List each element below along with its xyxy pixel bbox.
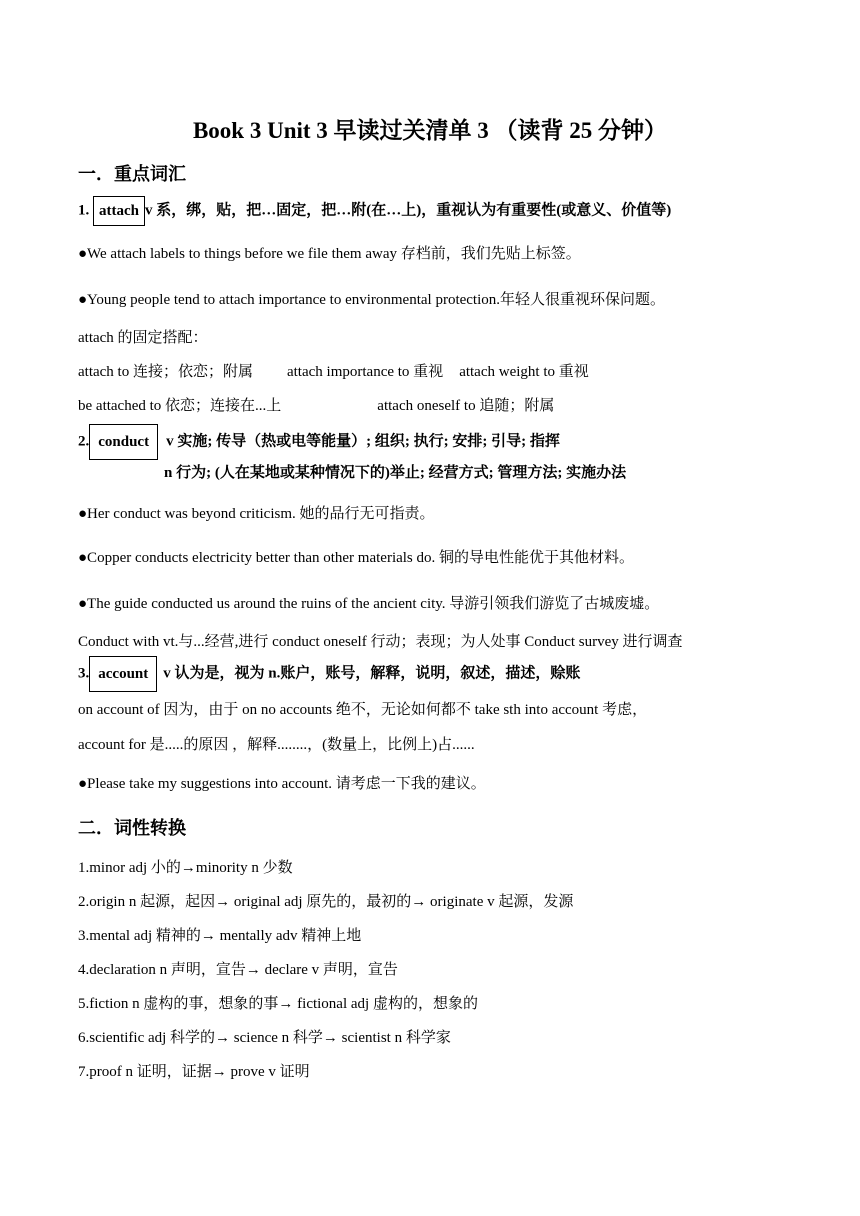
section-word-conversion: 二．词性转换	[78, 818, 186, 838]
vocab-entry-conduct	[78, 424, 560, 460]
phrases-heading: attach 的固定搭配：	[78, 330, 208, 346]
vocab-word-box: account	[89, 656, 157, 692]
page-title: Book 3 Unit 3 早读过关清单 3 （读背 25 分钟）	[192, 118, 668, 143]
entry-number: 1.	[78, 202, 90, 219]
phrases-row: on account of 因为，由于 on no accounts 绝不，无论如何都不 take sth into account 考虑，	[78, 702, 648, 718]
conversion-item: 2.origin n 起源，起因→ original adj 原先的，最初的→ originate v 起源，发源	[78, 894, 574, 910]
conversion-item: 1.minor adj 小的→minority n 少数	[78, 860, 293, 876]
example-sentence: ●Please take my suggestions into account. 请考虑一下我的建议。	[78, 776, 486, 792]
entry-number: 2.	[78, 433, 90, 450]
entry-number: 3.	[78, 665, 90, 682]
phrases-row	[78, 360, 589, 381]
phrase: attach importance to 重视	[286, 364, 444, 380]
vocab-word-box: conduct	[89, 424, 158, 460]
conversion-item: 5.fiction n 虚构的事，想象的事→ fictional adj 虚构的，想象的	[78, 996, 478, 1012]
example-sentence: ●Copper conducts electricity better than other materials do. 铜的导电性能优于其他材料。	[78, 550, 635, 566]
example-sentence: ●The guide conducted us around the ruins of the ancient city. 导游引领我们游览了古城废墟。	[78, 596, 660, 612]
conversion-item: 4.declaration n 声明，宣告→ declare v 声明，宣告	[78, 962, 398, 978]
vocab-definition: v 系，绑，贴，把…固定，把…附(在…上)，重视认为有重要性(或意义、价值等)	[145, 202, 672, 219]
vocab-word-box: attach	[93, 196, 145, 226]
phrase: attach to 连接；依恋；附属	[78, 364, 253, 380]
example-sentence: ●Young people tend to attach importance to environmental protection.年轻人很重视环保问题。	[78, 292, 666, 308]
phrases-row: Conduct with vt.与...经营,进行 conduct oneself 行动；表现；为人处事 Conduct survey 进行调查	[78, 634, 683, 650]
vocab-entry-account	[78, 656, 580, 692]
phrases-row	[78, 394, 554, 415]
phrase: attach weight to 重视	[459, 364, 589, 380]
vocab-entry-attach	[78, 196, 671, 226]
vocab-definition: v 认为是，视为 n.账户，账号，解释，说明，叙述，描述，赊账	[163, 665, 581, 682]
example-sentence: ●We attach labels to things before we file them away 存档前，我们先贴上标签。	[78, 246, 581, 262]
section-key-vocabulary: 一．重点词汇	[78, 164, 186, 184]
conversion-item: 7.proof n 证明，证据→ prove v 证明	[78, 1064, 310, 1080]
vocab-definition-verb: v 实施; 传导（热或电等能量）; 组织; 执行; 安排; 引导; 指挥	[166, 433, 560, 450]
example-sentence: ●Her conduct was beyond criticism. 她的品行无可指责。	[78, 506, 435, 522]
conversion-item: 6.scientific adj 科学的→ science n 科学→ scientist n 科学家	[78, 1030, 451, 1046]
vocab-definition-noun: n 行为; (人在某地或某种情况下的)举止; 经营方式; 管理方法; 实施办法	[164, 465, 627, 481]
conversion-item: 3.mental adj 精神的→ mentally adv 精神上地	[78, 928, 362, 944]
phrase: be attached to 依恋；连接在...上	[78, 398, 282, 414]
phrases-row: account for 是.....的原因 ，解释........，(数量上，比例上)占......	[78, 737, 475, 753]
phrase: attach oneself to 追随；附属	[377, 398, 555, 414]
